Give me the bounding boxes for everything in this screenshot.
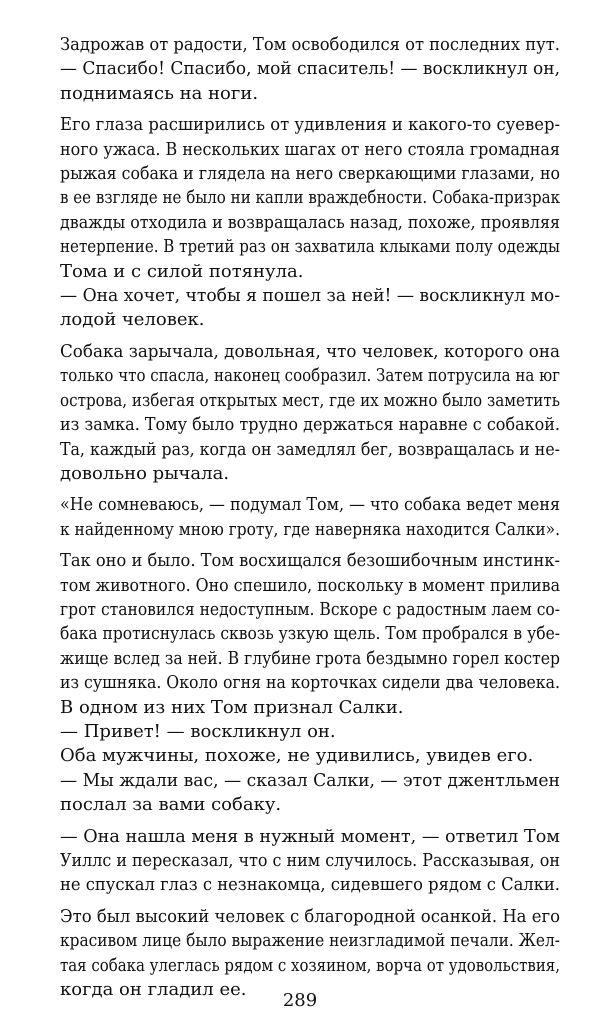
text-line: рыжая собака и глядела на него сверкающими глазами, но <box>60 163 560 185</box>
page-number: 289 <box>282 990 318 1011</box>
paragraph <box>60 113 560 284</box>
text-line: в ее взгляде не было ни капли враждебности. Собака-призрак <box>60 187 560 209</box>
text-line: ного ужаса. В нескольких шагах от него стояла громадная <box>60 138 560 160</box>
text-line: не спускал глаз с незнакомца, сидевшего рядом с Салки. <box>60 874 560 896</box>
text-line: дважды отходила и возвращалась назад, похоже, проявляя <box>60 211 560 233</box>
text-line: Собака зарычала, довольная, что человек, которого она <box>60 340 560 362</box>
text-line: из сушняка. Около огня на корточках сидели два человека. <box>60 672 560 694</box>
text-line: только что спасла, наконец сообразил. Затем потрусила на юг <box>60 365 560 387</box>
text-line: бака протиснулась сквозь узкую щель. Том пробрался в убе- <box>60 623 560 645</box>
text-line: Та, каждый раз, когда он замедлял бег, возвращалась и не- <box>60 438 560 460</box>
text-line: из замка. Тому было трудно держаться наравне с собакой. <box>60 414 560 436</box>
paragraph <box>60 720 560 744</box>
paragraph <box>60 284 560 333</box>
text-line: грот становился недоступным. Вскоре с радостным лаем со- <box>60 598 560 620</box>
text-line: — Мы ждали вас, — сказал Салки, — этот джентльмен <box>60 769 560 791</box>
paragraph <box>60 905 560 1003</box>
text-line: жище вслед за ней. В глубине грота бездымно горел костер <box>60 647 560 669</box>
paragraph <box>60 57 560 106</box>
text-line: послал за вами собаку. <box>60 794 282 816</box>
text-line: когда он гладил ее. <box>60 979 247 1001</box>
text-line: нетерпение. В третий раз он захватила клыками полу одежды <box>60 236 560 258</box>
paragraph <box>60 744 560 768</box>
paragraph <box>60 493 560 542</box>
text-line: поднимаясь на ноги. <box>60 82 259 104</box>
text-line: Его глаза расширились от удивления и какого-то суевер- <box>60 114 560 136</box>
text-line: — Привет! — воскликнул он. <box>60 720 336 742</box>
text-line: «Не сомневаюсь, — подумал Том, — что собака ведет меня <box>60 494 560 516</box>
paragraph <box>60 33 560 57</box>
text-line: лодой человек. <box>60 309 205 331</box>
page-text <box>60 33 560 1002</box>
paragraph <box>60 340 560 486</box>
text-line: В одном из них Том признал Салки. <box>60 696 404 718</box>
paragraph <box>60 825 560 898</box>
text-line: — Она нашла меня в нужный момент, — ответил Том <box>60 825 560 847</box>
text-line: — Спасибо! Спасибо, мой спаситель! — воскликнул он, <box>60 58 560 80</box>
text-line: Тома и с силой потянула. <box>60 260 304 282</box>
text-line: к найденному мною гроту, где наверняка находится Салки». <box>60 518 560 540</box>
text-line: тая собака улеглась рядом с хозяином, ворча от удовольствия, <box>60 954 560 976</box>
text-line: острова, избегая открытых мест, где их можно было заметить <box>60 389 560 411</box>
text-line: довольно рычала. <box>60 462 230 484</box>
text-line: Это был высокий человек с благородной осанкой. На его <box>60 905 560 927</box>
text-line: — Она хочет, чтобы я пошел за ней! — воскликнул мо- <box>60 285 560 307</box>
text-line: том животного. Оно спешило, поскольку в момент прилива <box>60 574 560 596</box>
paragraph <box>60 769 560 818</box>
text-line: Уиллс и пересказал, что с ним случилось. Рассказывая, он <box>60 850 560 871</box>
text-line: Задрожав от радости, Том освободился от последних пут. <box>60 34 560 55</box>
paragraph <box>60 549 560 720</box>
text-line: красивом лице было выражение неизгладимой печали. Жел- <box>60 930 560 952</box>
text-line: Так оно и было. Том восхищался безошибочным инстинк- <box>60 550 560 572</box>
text-line: Оба мужчины, похоже, не удивились, увидев его. <box>60 745 534 767</box>
